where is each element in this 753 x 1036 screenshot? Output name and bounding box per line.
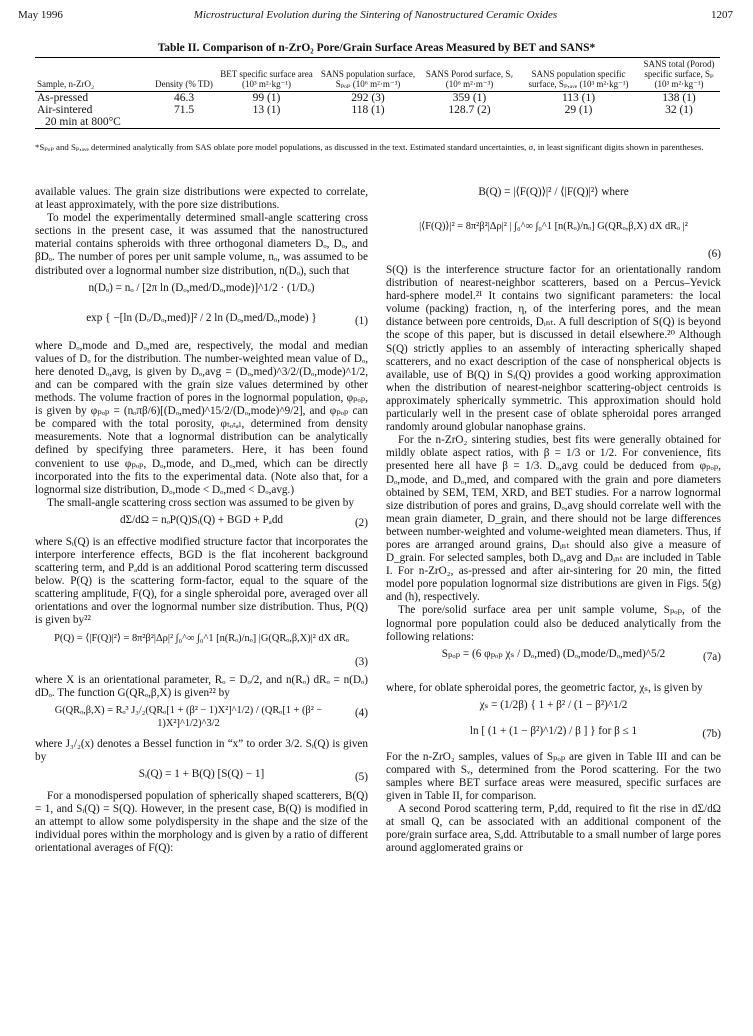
paragraph: The small-angle scattering cross section was assumed to be given by <box>47 496 354 509</box>
paragraph: where Sᵢ(Q) is an effective modified structure factor that incorporates the interpore interference effects, BGD is the flat incoherent background scattering term, and Pₐdd is an additional Porod scattering term discussed below. P(Q) is the scattering form-factor, equal to the square of the scattering amplitude, F(Q), for a single spheroidal pore, averaged over all orientations and over the lognormal number size distribution. Thus, P(Q) is given by²² <box>35 535 368 627</box>
equation-body: n(Dₒ) = nₒ / [2π ln (Dₒ,med/Dₒ,mode)]^1/2 · (1/Dₒ) <box>88 281 315 294</box>
paragraph: For the n-ZrO₂ sintering studies, best fits were generally obtained for mildly oblate aspect ratios, with β = 1/3 or 1/2. For convenience, fits presented here all have β = 1/3. Dₒ,avg could be deduced from φₚₒₚ, Dₒ,mode, and Dₒ,med, and compared with the grain and pore diameters obtained by SEM, TEM, XRD, and BET studies. For a narrow lognormal size distribution of pores and grains, Dₒ,avg should correlate well with the mean grain diameter, D_grain, and there should not be large differences between number-weighted and volume-weighted mean diameters. Thus, if pores are arranged around grains, Dᵢₙₜ should also give a measure of D_grain. For selected samples, both Dₒ,avg and Dᵢₙₜ are included in Table I. For n-ZrO₂, as-pressed and after air-sintering for 20 min, the fitted model pore population lognormal size distributions are given in Figs. 5(g) and (h), respectively. <box>386 434 721 604</box>
equation-number: (3) <box>354 655 368 668</box>
paragraph: S(Q) is the interference structure factor for an orientationally random distribution of nearest-neighbor scatterers, based on a Percus–Yevick hard-sphere model.²¹ It contains two significant parameters: the local volume (packing) fraction, η, of the interfering pores, and the mean distance between pore centroids, Dᵢₙₜ. A full description of S(Q) is beyond the scope of this paper, but is discussed in detail elsewhere.²⁰ Although S(Q) strictly applies to an assembly of interacting spherically shaped scatterers, and no exact description of the case of nonspherical objects is available, use of B(Q) in Sᵢ(Q) provides a good working approximation when the distribution of nearest-neighbor scattering-object centroids is approximately spherically symmetric. This approximation should hold particularly well in the present case of oblate spheroidal pores arranged randomly around globular nanophase grains. <box>386 264 721 434</box>
equation <box>386 648 721 678</box>
equation-number: (2) <box>354 516 368 529</box>
equation <box>35 282 368 308</box>
paragraph: The pore/solid surface area per unit sample volume, Sₚₒₚ, of the lognormal pore population could also be deduced analytically from the following relations: <box>386 604 721 643</box>
equation <box>386 186 721 216</box>
header-journal-title: Microstructural Evolution during the Sintering of Nanostructured Ceramic Oxides <box>193 9 558 21</box>
equation-body: P(Q) = ⟨|F(Q)|²⟩ = 8π²β²|Δρ|² ∫₀^∞ ∫₀^1 [n(Rₒ)/nₒ] |G(QRₒ,β,X)|² dX dRₒ <box>54 632 349 644</box>
equation-number: (4) <box>354 706 368 719</box>
equation-number: (7a) <box>702 650 721 663</box>
table-cell: 292 (3) <box>351 92 385 104</box>
table-cell: 118 (1) <box>351 104 385 116</box>
table-cell: 20 min at 800°C <box>45 116 121 128</box>
table-footnote: *Sₚₒₚ and Sₚ,ₐᵥₑ determined analytically from SAS oblate pore model populations, as discussed in the text. Estimated standard uncertainties, σ, in least significant digits shown in parentheses. <box>35 142 704 152</box>
table-cell: As-pressed <box>37 92 89 104</box>
table-cell: 359 (1) <box>452 92 487 104</box>
table-header-cell: SANS population surface, Sₚₒₚ (10⁶ m²·m⁻³) <box>320 69 416 89</box>
table-cell <box>316 116 420 129</box>
header-page-number: 1207 <box>711 9 733 21</box>
left-column <box>35 186 368 855</box>
equation-number: (5) <box>354 770 368 783</box>
equation-body: Sₚₒₚ = (6 φₚₒₚ χₛ / Dₒ,med) (Dₒ,mode/Dₒ,med)^5/2 <box>441 647 666 660</box>
table-row <box>35 92 720 105</box>
table-cell: 128.7 (2) <box>448 104 491 116</box>
table-row <box>35 104 720 116</box>
paragraph: A second Porod scattering term, Pₐdd, required to fit the rise in dΣ/dΩ at small Q, can be associated with an additional component of the pore/grain surface area, Sₐdd. Attributable to a small number of large pores around agglomerated grains or <box>386 803 721 855</box>
equation-number: (1) <box>354 314 368 327</box>
paragraph: where Dₒ,mode and Dₒ,med are, respectively, the modal and median values of Dₒ for the distribution. The number-weighted mean value of Dₒ, here denoted Dₒ,avg, is given by Dₒ,avg = (Dₒ,med)^3/2/(Dₒ,mode)^1/2, and can be compared with the grain size values determined by other methods. The volume fraction of pores in the lognormal population, φₚₒₚ, is given by φₚₒₚ = (nₒπβ/6)[(Dₒ,med)^15/2/(Dₒ,mode)^9/2], and φₚₒₚ can be compared with the total porosity, φₜₒₜₐₗ, determined from density measurements. Note that a lognormal distribution can be analytically defined by specifying three parameters. Here, it has been found convenient to use φₚₒₚ, Dₒ,mode, and Dₒ,med, which can be directly incorporated into the fits to the experimental data. (Note also that, for a lognormal size distribution, Dₒ,mode < Dₒ,med < Dₒ,avg.) <box>35 339 368 496</box>
paragraph: where J₃/₂(x) denotes a Bessel function in “x” to order 3/2. Sᵢ(Q) is given by <box>35 737 368 763</box>
equation-number: (7b) <box>702 727 721 740</box>
table-cell: 13 (1) <box>252 104 281 116</box>
table-header-cell: Density (% TD) <box>155 79 213 89</box>
equation-body: Sᵢ(Q) = 1 + B(Q) [S(Q) − 1] <box>138 767 265 780</box>
table-header-cell: SANS total (Porod) specific surface, Sₚ (10³ m²·kg⁻¹) <box>643 59 715 89</box>
paragraph: To model the experimentally determined small-angle scattering cross sections in the present case, it was assumed that the nanostructured material contains spheroids with three orthogonal diameters Dₒ, Dₒ, and βDₒ. The number of pores per unit sample volume, nₒ, was assumed to be distributed over a lognormal number size distribution, n(Dₒ), such that <box>35 212 368 277</box>
table-caption: Table II. Comparison of n-ZrO₂ Pore/Grain Surface Areas Measured by BET and SANS* <box>157 42 596 54</box>
equation <box>35 704 368 734</box>
table-cell <box>151 116 217 129</box>
table-header-row <box>35 58 720 92</box>
table-cell: 99 (1) <box>252 92 281 104</box>
table-cell <box>217 116 316 129</box>
header-date: May 1996 <box>18 9 63 21</box>
paragraph: available values. The grain size distributions were expected to correlate, at least approximately, with the pore size distributions. <box>35 186 368 212</box>
table-row <box>35 116 720 129</box>
equation <box>35 632 368 670</box>
right-column <box>386 186 721 856</box>
table-header-cell: SANS population specific surface, Sₚ,ₐᵥₑ (10³ m²·kg⁻¹) <box>528 69 629 89</box>
surface-area-table <box>35 57 720 129</box>
table-cell <box>519 116 638 129</box>
paragraph: For a monodispersed population of spherically shaped scatterers, B(Q) = 1, and Sᵢ(Q) = S(Q). However, in the present case, B(Q) is modified in an attempt to allow some polydispersity in the shape and the size of the individual pores within the morphology and is given by a ratio of different orientational averages of F(Q): <box>35 789 368 855</box>
equation-number: (6) <box>707 248 721 260</box>
table-cell: 71.5 <box>173 104 195 116</box>
table-cell: 113 (1) <box>561 92 596 104</box>
table-header-cell: Sample, n-ZrO₂ <box>37 79 95 89</box>
equation-body: χₛ = (1/2β) { 1 + β² / (1 − β²)^1/2 <box>479 698 628 711</box>
equation-body: exp { −[ln (Dₒ/Dₒ,med)]² / 2 ln (Dₒ,med/Dₒ,mode) } <box>86 311 317 324</box>
running-header <box>18 9 733 23</box>
equation <box>386 220 721 260</box>
table-cell: 46.3 <box>173 92 195 104</box>
table-cell <box>638 116 720 129</box>
table-header-cell: SANS Porod surface, Sᵥ (10⁶ m²·m⁻³) <box>425 69 514 89</box>
equation-body: ln [ (1 + (1 − β²)^1/2) / β ] } for β ≤ 1 <box>469 724 638 737</box>
equation <box>35 312 368 336</box>
equation <box>35 514 368 532</box>
table-cell: 138 (1) <box>662 92 696 104</box>
equation <box>386 699 721 721</box>
equation <box>386 725 721 747</box>
equation-body: B(Q) = |⟨F(Q)⟩|² / ⟨|F(Q)|²⟩ where <box>478 186 629 198</box>
paragraph: where, for oblate spheroidal pores, the geometric factor, χₛ, is given by <box>386 681 703 694</box>
table-header-cell: BET specific surface area (10³ m²·kg⁻¹) <box>220 69 313 89</box>
table-cell <box>420 116 519 129</box>
paragraph: For the n-ZrO₂ samples, values of Sₚₒₚ are given in Table III and can be compared with Sᵥ, determined from the Porod scattering. For the two samples where BET surface areas were measured, specific surfaces are given in Table II, for comparison. <box>386 750 721 803</box>
equation-body: |⟨F(Q)⟩|² = 8π²β²|Δρ|² | ∫₀^∞ ∫₀^1 [n(Rₒ)/nₒ] G(QRₒ,β,X) dX dRₒ |² <box>419 221 688 232</box>
equation <box>35 768 368 786</box>
table-cell: 32 (1) <box>665 104 693 116</box>
table-cell: 29 (1) <box>564 104 593 116</box>
paragraph: where X is an orientational parameter, Rₒ = Dₒ/2, and n(Rₒ) dRₒ = n(Dₒ) dDₒ. The function G(QRₒ,β,X) is given²² by <box>35 673 368 699</box>
equation-body: G(QRₒ,β,X) = Rₒ³ J₃/₂(QRₒ[1 + (β² − 1)X²]^1/2) / (QRₒ[1 + (β² − 1)X²]^1/2)^3/2 <box>54 704 323 729</box>
table-cell: Air-sintered <box>37 104 93 116</box>
equation-body: dΣ/dΩ = nₒP(Q)Sᵢ(Q) + BGD + Pₐdd <box>119 513 284 526</box>
